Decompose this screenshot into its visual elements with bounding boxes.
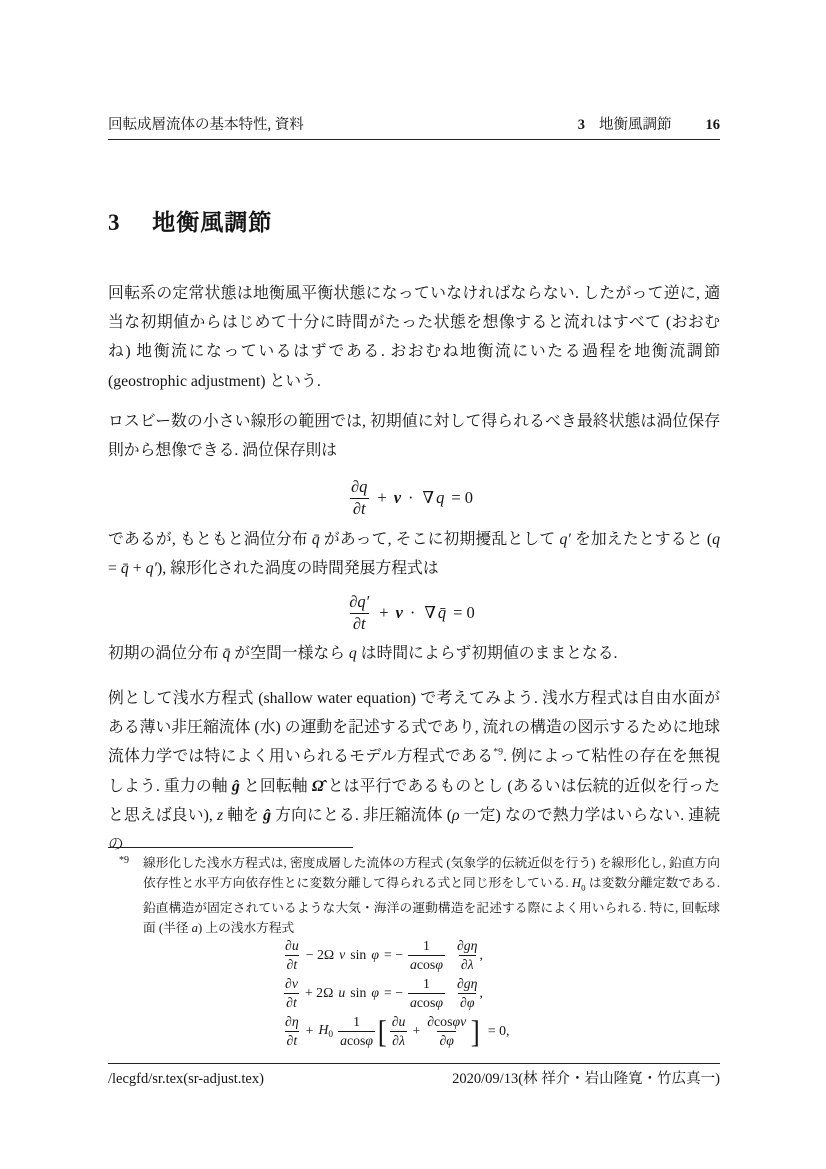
nabla-symbol: ∇	[422, 488, 435, 507]
footnote-text: 線形化した浅水方程式は, 密度成層した流体の方程式 (気象学的伝統近似を行う) を線形化し, 鉛直方向依存性と水平方向依存性とに変数分離して得られる式と同じ形をしている. $H_0$ は変数分離定数である. 鉛直構造が固定されているような大気・海洋の運動構造を記述する際によく用いられる. 特に, 回転球面 (半径 a) 上の浅水方程式	[143, 856, 721, 936]
footnote-equations	[283, 936, 514, 1050]
page-number: 16	[705, 117, 720, 133]
header-right	[578, 116, 720, 134]
header-section-number: 3	[577, 117, 585, 133]
shallow-water-eq-continuity: $\frac{\partial\eta}{\partial t}$ + $H_0$ $\frac{1}{acos\varphi}$ [ $\frac{\partial u}{\partial\lambda}$ + $\frac{\partial\cos\varphi v}{\partial\varphi}$ ] = 0,	[285, 1013, 510, 1049]
display-equation-potential-vorticity: $\frac{\partial q}{\partial t}$ + v · ∇ q = 0	[108, 472, 720, 524]
footer-source-path: /lecgfd/sr.tex(sr-adjust.tex)	[108, 1071, 264, 1087]
paragraph-1: 回転系の定常状態は地衡風平衡状態になっていなければならない. したがって逆に, 適当な初期値からはじめて十分に時間がたった状態を想像すると流れはすべて (おおむね) 地衡流になっているはずである. おおむね地衡流にいたる過程を地衡流調節 (geostrophic adjustment) という.	[108, 285, 720, 390]
section-title: 地衡風調節	[152, 209, 273, 235]
vector-v: v	[395, 603, 403, 622]
left-bracket: [	[377, 1013, 387, 1049]
paragraph-5: 例として浅水方程式 (shallow water equation) で考えてみよう. 浅水方程式は自由水面がある薄い非圧縮流体 (水) の運動を記述する式であり, 流れの構造の図示するために地球流体力学では特によく用いられるモデル方程式である$^{*9}$. 例によって粘性の存在を無視しよう. 重力の軸 ĝ と回転軸 Ω̂ とは平行であるものとし (あるいは伝統的近似を行ったと思えば良い), z 軸を ĝ 方向にとる. 非圧縮流体 (ρ 一定) なので熱力学はいらない. 連続の	[108, 690, 720, 854]
H0-constant: $H_0$	[318, 1021, 334, 1041]
paragraph-4: 初期の渦位分布 q̄ が空間一様なら q は時間によらず初期値のままとなる.	[108, 645, 618, 662]
footer-date-authors: 2020/09/13(林 祥介・岩山隆寛・竹広真一)	[452, 1071, 720, 1087]
vector-v: v	[393, 488, 402, 507]
header-rule	[108, 139, 720, 140]
section-number: 3	[108, 210, 120, 235]
page-header	[108, 116, 720, 134]
header-section-title: 地衡風調節	[599, 117, 672, 133]
paragraph-2: ロスビー数の小さい線形の範囲では, 初期値に対して得られるべき最終状態は渦位保存則から想像できる. 渦位保存則は	[108, 413, 720, 460]
fraction: $\frac{\partial q'}{\partial t}$	[349, 591, 370, 633]
paragraph-3: であるが, もともと渦位分布 q̄ があって, そこに初期擾乱として q′ を加えたとすると (q = q̄ + q′), 線形化された渦度の時間発展方程式は	[108, 531, 720, 578]
footer-rule	[108, 1063, 720, 1064]
shallow-water-eq-u: $\frac{\partial u}{\partial t}$ − 2Ω v sin φ = − $\frac{1}{acos\varphi}$ $\frac{\partial g\eta}{\partial\lambda}$ ,	[285, 937, 483, 972]
footnote-rule	[108, 847, 353, 848]
nabla-symbol: ∇	[424, 603, 436, 622]
page-footer	[108, 1069, 720, 1089]
right-bracket: ]	[471, 1013, 481, 1049]
footnote-9	[108, 853, 720, 938]
section-heading	[108, 204, 272, 237]
header-left-title: 回転成層流体の基本特性, 資料	[108, 117, 304, 133]
shallow-water-eq-v: $\frac{\partial v}{\partial t}$ + 2Ω u sin φ = − $\frac{1}{acos\varphi}$ $\frac{\partial g\eta}{\partial\varphi}$ ,	[285, 975, 483, 1010]
footnote-marker: *9	[119, 855, 129, 866]
display-equation-linearized: $\frac{\partial q'}{\partial t}$ + v · ∇ q̄ = 0	[108, 587, 720, 639]
fraction: $\frac{\partial q}{\partial t}$	[350, 476, 368, 518]
